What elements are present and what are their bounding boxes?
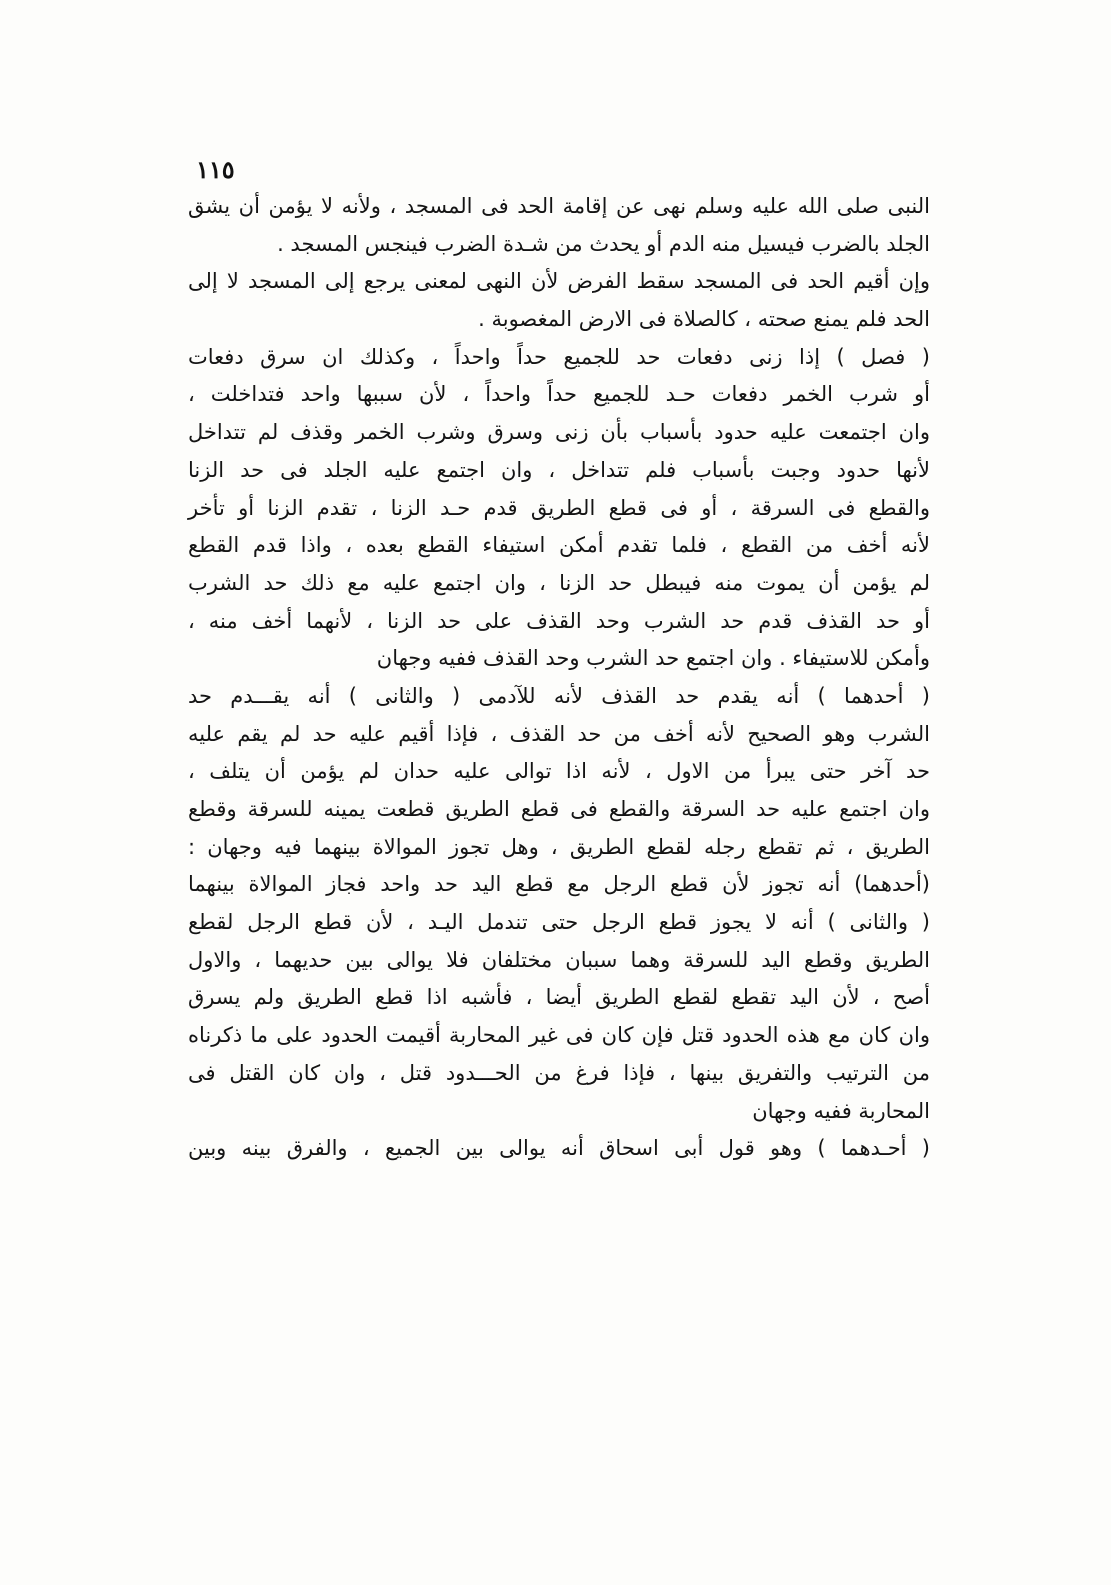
text-line: الحد فلم يمنع صحته ، كالصلاة فى الارض المغصوبة . — [478, 307, 930, 332]
text-line: وان كان مع هذه الحدود قتل فإن كان فى غير المحاربة أقيمت الحدود على ما ذكرناه — [188, 1023, 930, 1048]
text-line: لأنه أخف من القطع ، فلما تقدم أمكن استيفاء القطع بعده ، واذا قدم القطع — [188, 533, 930, 558]
text-line: المحاربة ففيه وجهان — [752, 1098, 930, 1123]
text-line: لأنها حدود وجبت بأسباب فلم تتداخل ، وان اجتمع عليه الجلد فى حد الزنا — [188, 457, 930, 482]
text-line: ( والثانى ) أنه لا يجوز قطع الرجل حتى تندمل اليـد ، لأن قطع الرجل لقطع — [188, 910, 930, 935]
text-line: حد آخر حتى يبرأ من الاول ، لأنه اذا توالى عليه حدان لم يؤمن أن يتلف ، — [188, 759, 930, 784]
text-line: الطريق ، ثم تقطع رجله لقطع الطريق ، وهل تجوز الموالاة بينهما فيه وجهان : — [188, 834, 930, 859]
text-line: وان اجتمع عليه حد السرقة والقطع فى قطع الطريق قطعت يمينه للسرقة وقطع — [188, 797, 930, 821]
text-line: أو حد القذف قدم حد الشرب وحد القذف على حد الزنا ، لأنهما أخف منه ، — [188, 608, 930, 633]
text-line: وإن أقيم الحد فى المسجد سقط الفرض لأن النهى لمعنى يرجع إلى المسجد لا إلى — [188, 269, 930, 294]
text-line: النبى صلى الله عليه وسلم نهى عن إقامة الحد فى المسجد ، ولأنه لا يؤمن أن يشق — [188, 194, 930, 218]
text-line: الشرب وهو الصحيح لأنه أخف من حد القذف ، فإذا أقيم عليه حد لم يقم عليه — [188, 721, 930, 746]
text-line: وان اجتمعت عليه حدود بأسباب بأن زنى وسرق وشرب الخمر وقذف لم تتداخل — [188, 420, 930, 445]
body-text — [188, 188, 930, 1168]
text-line: لم يؤمن أن يموت منه فيبطل حد الزنا ، وان اجتمع عليه مع ذلك حد الشرب — [188, 570, 930, 595]
text-line: ( فصل ) إذا زنى دفعات حد للجميع حداً واحداً ، وكذلك ان سرق دفعات — [188, 344, 930, 369]
text-line: أو شرب الخمر دفعات حـد للجميع حداً واحداً ، لأن سببها واحد فتداخلت ، — [188, 382, 930, 407]
text-line: الطريق وقطع اليد للسرقة وهما سببان مختلفان فلا يوالى بين حديهما ، والاول — [188, 947, 930, 972]
text-line: أصح ، لأن اليد تقطع لقطع الطريق أيضا ، فأشبه اذا قطع الطريق ولم يسرق — [188, 985, 930, 1010]
text-line: (أحدهما) أنه تجوز لأن قطع الرجل مع قطع اليد حد واحد فجاز الموالاة بينهما — [188, 872, 930, 897]
page-number: ١١٥ — [196, 155, 235, 184]
text-line: والقطع فى السرقة ، أو فى قطع الطريق قدم حـد الزنا ، تقدم الزنا أو تأخر — [188, 495, 930, 520]
text-line: ( أحدهما ) أنه يقدم حد القذف لأنه للآدمى ( والثانى ) أنه يقـــدم حد — [188, 683, 930, 708]
text-line: من الترتيب والتفريق بينها ، فإذا فرغ من الحـــدود قتل ، وان كان القتل فى — [188, 1060, 930, 1085]
text-line: ( أحـدهما ) وهو قول أبى اسحاق أنه يوالى بين الجميع ، والفرق بينه وبين — [188, 1136, 930, 1161]
text-line: الجلد بالضرب فيسيل منه الدم أو يحدث من شـدة الضرب فينجس المسجد . — [277, 231, 930, 256]
text-line: وأمكن للاستيفاء . وان اجتمع حد الشرب وحد القذف ففيه وجهان — [376, 646, 930, 671]
